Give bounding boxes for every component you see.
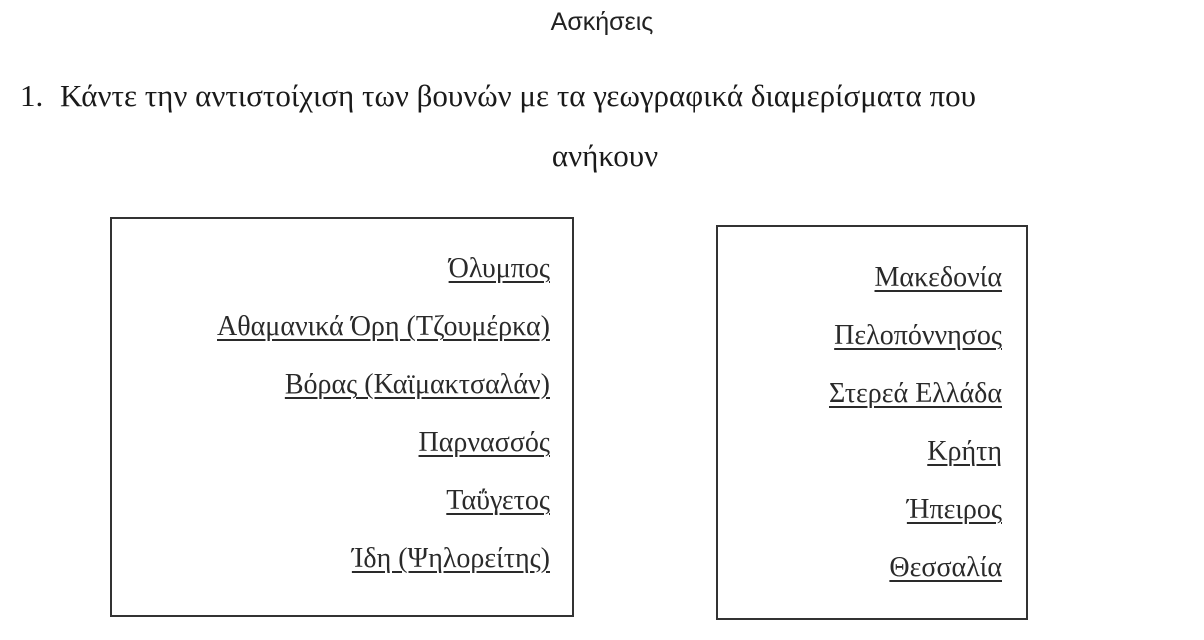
exercise-text-line-2: ανήκουν (551, 138, 659, 173)
mountain-item[interactable]: Ίδη (Ψηλορείτης) (351, 543, 550, 574)
exercise-text-line-1: Κάντε την αντιστοίχιση των βουνών με τα γεωγραφικά διαμερίσματα που (60, 78, 976, 113)
regions-box (716, 225, 1028, 620)
exercise-number: 1. (20, 78, 44, 113)
mountain-item[interactable]: Παρνασσός (418, 427, 550, 458)
region-item[interactable]: Κρήτη (927, 436, 1002, 467)
region-item[interactable]: Μακεδονία (874, 262, 1002, 293)
region-item[interactable]: Ήπειρος (906, 494, 1002, 525)
mountain-item[interactable]: Αθαμανικά Όρη (Τζουμέρκα) (217, 311, 550, 342)
mountain-item[interactable]: Όλυμπος (448, 253, 550, 284)
page-heading: Ασκήσεις (550, 8, 654, 36)
region-item[interactable]: Στερεά Ελλάδα (829, 378, 1002, 409)
mountains-box (110, 217, 574, 617)
mountain-item[interactable]: Ταΰγετος (446, 485, 550, 516)
exercise-instruction (20, 66, 1190, 186)
region-item[interactable]: Πελοπόννησος (834, 320, 1002, 351)
mountain-item[interactable]: Βόρας (Καϊμακτσαλάν) (284, 369, 550, 400)
exercise-line-1 (20, 66, 1190, 126)
region-item[interactable]: Θεσσαλία (889, 552, 1002, 583)
